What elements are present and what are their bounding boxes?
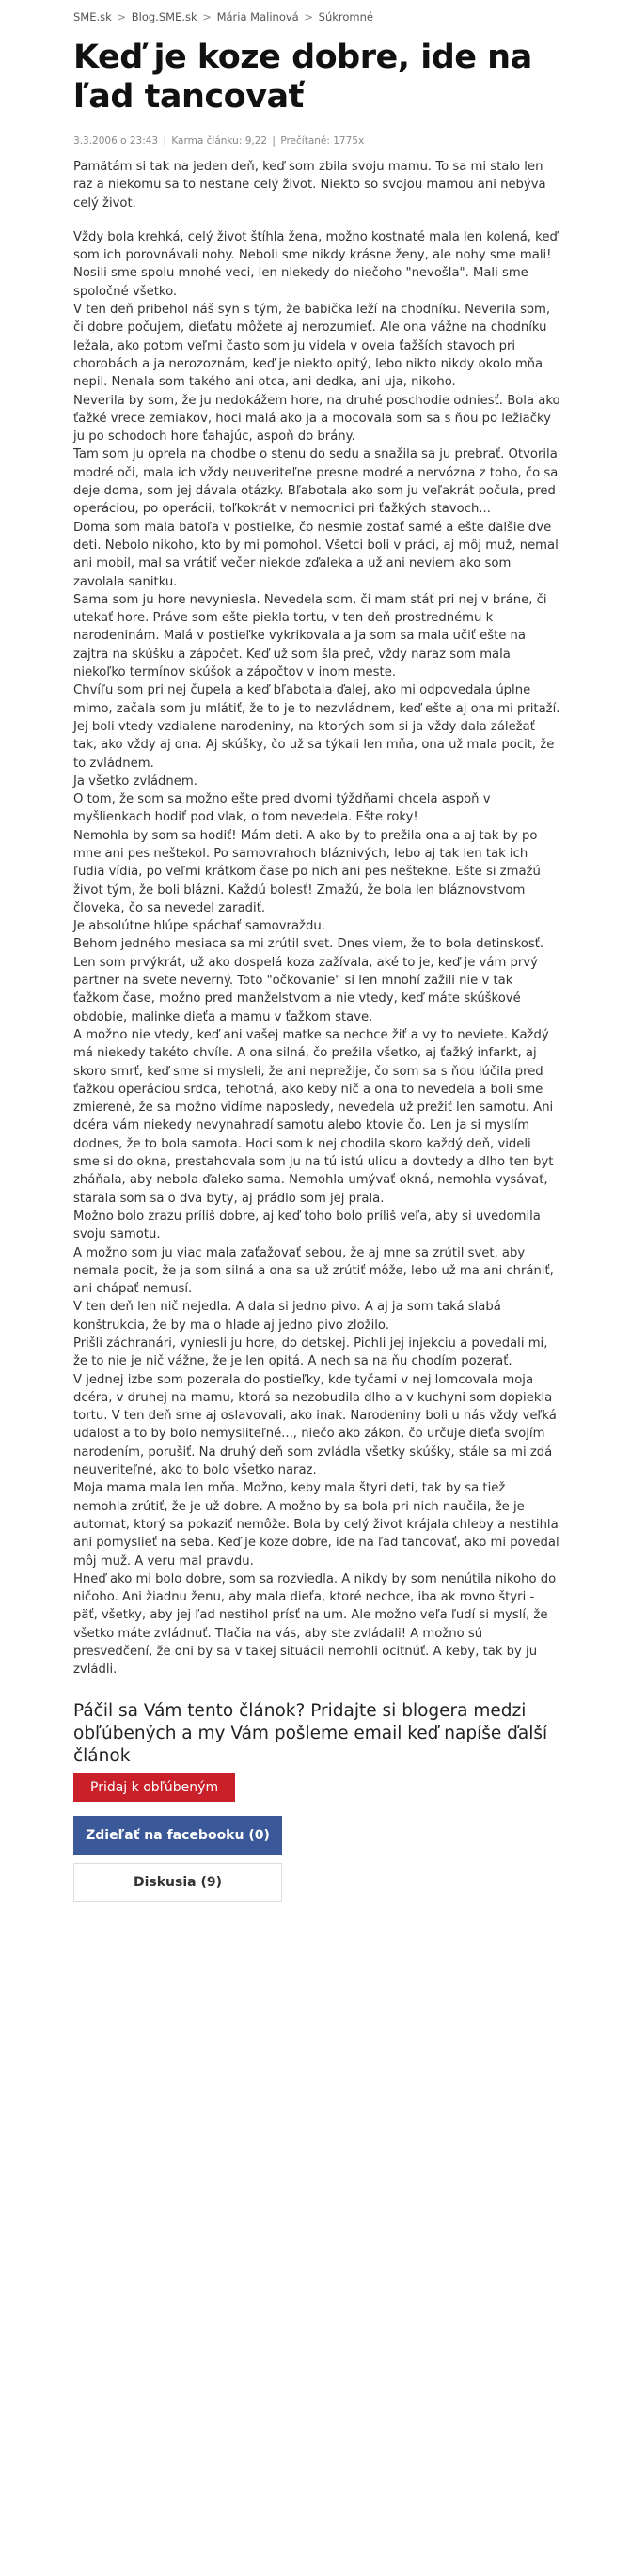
article-lead [73,158,560,212]
share-facebook-button[interactable]: Zdieľať na facebooku (0) [73,1816,282,1855]
breadcrumb [73,9,560,24]
body-paragraph: Nemohla by som sa hodiť! Mám deti. A ako by to prežila ona a aj tak by po mne ani pes neštekol. Po samovrahoch bláznivých, lebo aj tak len tak ich ľudia vídia, po veľmi krátkom čase po nich ani pes neštekne. Ešte si zmažú život tým, že boli blázni. Každú bolesť! Zmažú, že bola len bláznovstvom človeka, čo sa nevedel zaradiť. [73,828,541,915]
breadcrumb-separator: > [304,10,314,23]
article-meta [73,133,560,148]
lead-paragraph: Pamätám si tak na jeden deň, keď som zbila svoju mamu. To sa mi stalo len raz a niekomu sa to nestane celý život. Niekto so svojou mamou ani nebýva celý život. [73,160,546,211]
meta-separator: | [163,135,167,147]
body-paragraph: A možno som ju viac mala zaťažovať sebou, že aj mne sa zrútil svet, aby nemala pocit, že ja som silná a ona sa už zrútiť môže, lebo už ma ani chrániť, ani chápať nemusí. [73,1245,554,1297]
body-paragraph: Doma som mala batoľa v postieľke, čo nesmie zostať samé a ešte ďalšie dve deti. Nebolo nikoho, kto by mi pomohol. Všetci boli v práci, aj môj muž, nemal ani mobil, mal sa vrátiť večer niekde zďaleka a už ani neviem ako som zavolala sanitku. [73,520,559,589]
body-paragraph: Jej boli vtedy vzdialene narodeniny, na ktorých som si ja vždy dala záležať tak, ako vždy aj ona. Aj skúšky, čo už sa týkali len mňa, ona už mala pocit, že to zvládnem. [73,719,555,771]
body-paragraph: Moja mama mala len mňa. Možno, keby mala štyri deti, tak by sa tiež nemohla zrútiť, že je už dobre. A možno by sa bola pri nich naučila, že je automat, ktorý sa pokaziť nemôže. Bola by celý život krájala chleby a nestihla ani pomyslieť na seba. Keď je koze dobre, ide na ľad tancovať, ako mi povedal môj muž. A veru mal pravdu. [73,1481,559,1569]
body-paragraph: Vždy bola krehká, celý život štíhla žena, možno kostnaté mala len kolená, keď som ich porovnávali nohy. Neboli sme nikdy krásne ženy, ale nohy sme mali! Nosili sme spolu mnohé veci, len niekedy do niečoho "nevošla". Mali sme spoločné všetko. [73,229,558,299]
body-paragraph: Neverila by som, že ju nedokážem hore, na druhé poschodie odniesť. Bola ako ťažké vrece zemiakov, hoci malá ako ja a mocovala som sa s ňou po ležiačky ju po schodoch hore ťahajúc, aspoň do brány. [73,393,560,445]
follow-blogger-prompt: Páčil sa Vám tento článok? Pridajte si blogera medzi obľúbených a my Vám pošleme email keď napíše ďalší článok [73,1700,548,1766]
body-paragraph: Behom jedného mesiaca sa mi zrútil svet. Dnes viem, že to bola detinskosť. Len som prvýkrát, už ako dospelá koza zažívala, aké to je, keď je vám prvý partner na svete neverný. Toto "očkovanie" si len mnohí zažili nie v tak ťažkom čase, možno pred manželstvom a nie vtedy, keď máte skúškové obdobie, malinke dieťa a mamu v ťažkom stave. [73,937,544,1024]
add-to-favorites-button[interactable]: Pridaj k obľúbeným [73,1773,235,1802]
body-paragraph: A možno nie vtedy, keď ani vašej matke sa nechce žiť a vy to neviete. Každý má niekedy takéto chvíle. A ona silná, čo prežila všetko, aj ťažký infarkt, aj skoro smrť, keď sme si mysleli, že ani neprežije, čo som sa s ňou lúčila pred ťažkou operáciou srdca, tehotná, ako keby nič a ona to nevedela a boli sme zmierené, že sa možno vidíme naposledy, nevedela už prežiť len samotu. Ani dcéra vám niekedy nevynahradí samotu alebo ktovie čo. Len ja si myslím dodnes, že to bola samota. Hoci som k nej chodila skoro každý deň, videli sme si do okna, prestahovala som ju na tú istú ulicu a dovtedy a dlho ten byt zháňala, aby nebola ďaleko sama. Nemohla umývať okná, nemohla vysávať, starala som sa o dva byty, aj prádlo som jej prala. [73,1027,554,1206]
breadcrumb-separator: > [117,10,127,23]
body-paragraph: Sama som ju hore nevyniesla. Nevedela som, či mam stáť pri nej v bráne, či utekať hore. Práve som ešte piekla tortu, v ten deň prostrednému k narodeninám. Malá v postieľke vykrikovala a ja som sa mala učiť ešte na zajtra na skúšku a zápočet. Keď už som šla preč, vždy naraz som mala niekoľko termínov skúšok a zápočtov v inom meste. [73,592,547,680]
breadcrumb-link-category[interactable]: Súkromné [318,10,373,23]
body-paragraph: Prišli záchranári, vyniesli ju hore, do detskej. Pichli jej injekciu a povedali mi, že to nie je nič vážne, že je len opitá. A nech sa na ňu chodím pozerať. [73,1336,548,1369]
body-paragraph: Hneď ako mi bolo dobre, som sa rozviedla. A nikdy by som nenútila nikoho do ničoho. Ani žiadnu ženu, aby mala dieťa, ktoré nechce, iba ak rovno štyri - päť, všetky, aby jej ľad nestihol prísť na um. Ale možno veľa ľudí si myslí, že všetko máte zvládnuť. Tlačia na vás, aby ste zvládali! A možno sú presvedčení, že oni by sa v takej situácii nemohli ocitnúť. A keby, tak by ju zvládli. [73,1571,557,1678]
body-paragraph: Ja všetko zvládnem. [73,773,197,788]
article-karma: Karma článku: 9,22 [171,135,268,147]
breadcrumb-separator: > [202,10,212,23]
article-content [73,158,560,1679]
article-date: 3.3.2006 o 23:43 [73,135,159,147]
breadcrumb-link-sme[interactable]: SME.sk [73,10,112,23]
body-paragraph: Možno bolo zrazu príliš dobre, aj keď toho bolo príliš veľa, aby si uvedomila svoju samotu. [73,1209,541,1242]
breadcrumb-link-author[interactable]: Mária Malinová [216,10,299,23]
body-paragraph: Tam som ju oprela na chodbe o stenu do sedu a snažila sa ju prebrať. Otvorila modré oči, mala ich vždy neuveriteľne presne modré a nervózna z toho, čo sa deje doma, som jej dávala otázky. Bľabotala ako som ju veľakrát počula, pred operáciou, po operácii, toľkokrát v nemocnici pri ťažkých stavoch... [73,447,559,517]
article-body [73,228,560,1679]
breadcrumb-link-blog[interactable]: Blog.SME.sk [131,10,197,23]
article-reads: Prečítané: 1775x [280,135,365,147]
meta-separator: | [272,135,276,147]
body-paragraph: O tom, že som sa možno ešte pred dvomi týždňami chcela aspoň v myšlienkach hodiť pod vlak, o tom nevedela. Ešte roky! [73,792,491,825]
article-title: Keď je koze dobre, ide na ľad tancovať [73,39,532,116]
body-paragraph: V jednej izbe som pozerala do postieľky, kde tyčami v nej lomcovala moja dcéra, v druhej na mamu, ktorá sa nezobudila dlho a v kuchyni som dopiekla tortu. V ten deň sme aj oslavovali, ako inak. Narodeniny boli u nás vždy veľká udalosť a to by bolo nemysliteľné..., niečo ako zákon, čo určuje dieťa svojím narodením, porušiť. Na druhý deň som zvládla všetky skúšky, stále sa mi zdá neuveriteľné, ako to bolo všetko naraz. [73,1372,557,1478]
body-paragraph: V ten deň len nič nejedla. A dala si jedno pivo. A aj ja som taká slabá konštrukcia, že by ma o hlade aj jedno pivo zložilo. [73,1300,501,1333]
discussion-button[interactable]: Diskusia (9) [73,1863,282,1902]
body-paragraph: Je absolútne hlúpe spáchať samovraždu. [73,919,325,934]
body-paragraph: V ten deň pribehol náš syn s tým, že babička leží na chodníku. Neverila som, či dobre počujem, dieťatu môžete aj nerozumieť. Ale ona vážne na chodníku ležala, ako potom veľmi často som ju videla v ovela ťažších stavoch pri chorobách a ja nerozoznám, keď je niekto opitý, lebo nikto nikdy okolo mňa nepil. Nenala som takého ani otca, ani dedka, ani uja, nikoho. [73,303,551,390]
body-paragraph: Chvíľu som pri nej čupela a keď bľabotala ďalej, ako mi odpovedala úplne mimo, začala som ju mlátiť, že to je to nezvládnem, keď ešte aj ona mi pritaží. [73,683,560,716]
